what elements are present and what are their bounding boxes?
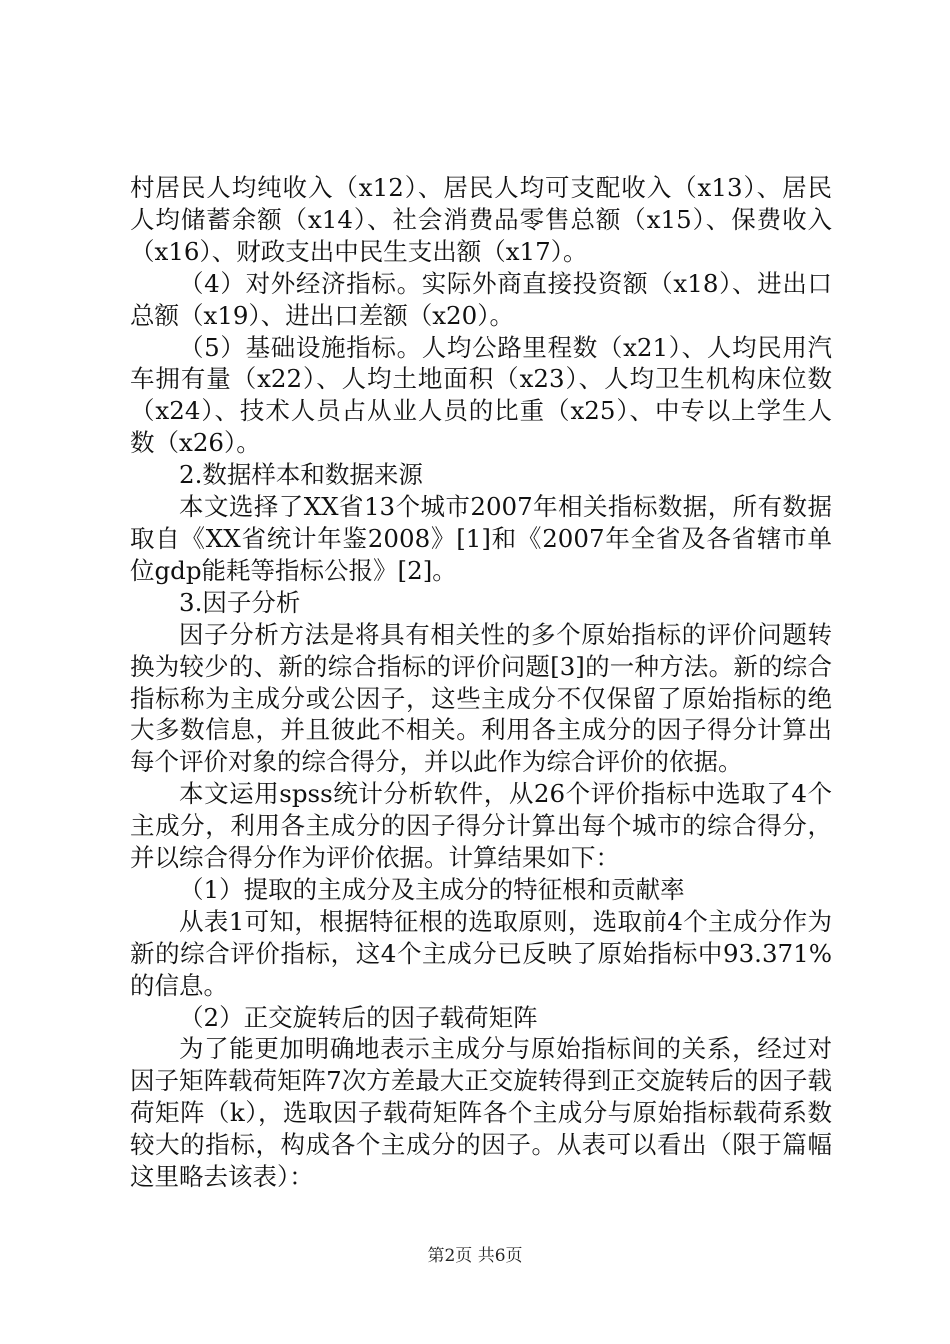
section-heading-factor-analysis: 3.因子分析 [179, 587, 301, 617]
page-number-footer: 第2页 共6页 [427, 1246, 523, 1266]
paragraph-table1: 从表1可知，根据特征根的选取原则，选取前4个主成分作为新的综合评价指标，这4个主成分已反映了原始指标中93.371%的信息。 [130, 906, 832, 1000]
paragraph-factor-method: 因子分析方法是将具有相关性的多个原始指标的评价问题转换为较少的、新的综合指标的评价问题[3]的一种方法。新的综合指标称为主成分或公因子，这些主成分不仅保留了原始指标的绝大多数信息，并且彼此不相关。利用各主成分的因子得分计算出每个评价对象的综合得分，并以此作为综合评价的依据。 [130, 619, 832, 777]
paragraph-data-source: 本文选择了XX省13个城市2007年相关指标数据，所有数据取自《XX省统计年鉴2008》[1]和《2007年全省及各省辖市单位gdp能耗等指标公报》[2]。 [130, 492, 832, 585]
paragraph-continuation: 村居民人均纯收入（x12）、居民人均可支配收入（x13）、居民人均储蓄余额（x14）、社会消费品零售总额（x15）、保费收入（x16）、财政支出中民生支出额（x17）。 [130, 173, 832, 266]
subheading-eigenvalues: （1）提取的主成分及主成分的特征根和贡献率 [179, 874, 685, 904]
paragraph-rotation: 为了能更加明确地表示主成分与原始指标间的关系，经过对因子矩阵载荷矩阵7次方差最大正交旋转得到正交旋转后的因子载荷矩阵（k），选取因子载荷矩阵各个主成分与原始指标载荷系数较大的指标，构成各个主成分的因子。从表可以看出（限于篇幅这里略去该表）： [130, 1034, 832, 1192]
paragraph-infrastructure: （5）基础设施指标。人均公路里程数（x21）、人均民用汽车拥有量（x22）、人均土地面积（x23）、人均卫生机构床位数（x24）、技术人员占从业人员的比重（x25）、中专以上学生人数（x26）。 [130, 332, 832, 458]
subheading-rotated-matrix: （2）正交旋转后的因子载荷矩阵 [179, 1002, 538, 1032]
paragraph-foreign-economy: （4）对外经济指标。实际外商直接投资额（x18）、进出口总额（x19）、进出口差额（x20）。 [130, 268, 832, 330]
paragraph-spss: 本文运用spss统计分析软件，从26个评价指标中选取了4个主成分，利用各主成分的因子得分计算出每个城市的综合得分，并以综合得分作为评价依据。计算结果如下： [130, 779, 832, 873]
document-body [130, 172, 832, 1193]
section-heading-data-source: 2.数据样本和数据来源 [179, 460, 423, 490]
